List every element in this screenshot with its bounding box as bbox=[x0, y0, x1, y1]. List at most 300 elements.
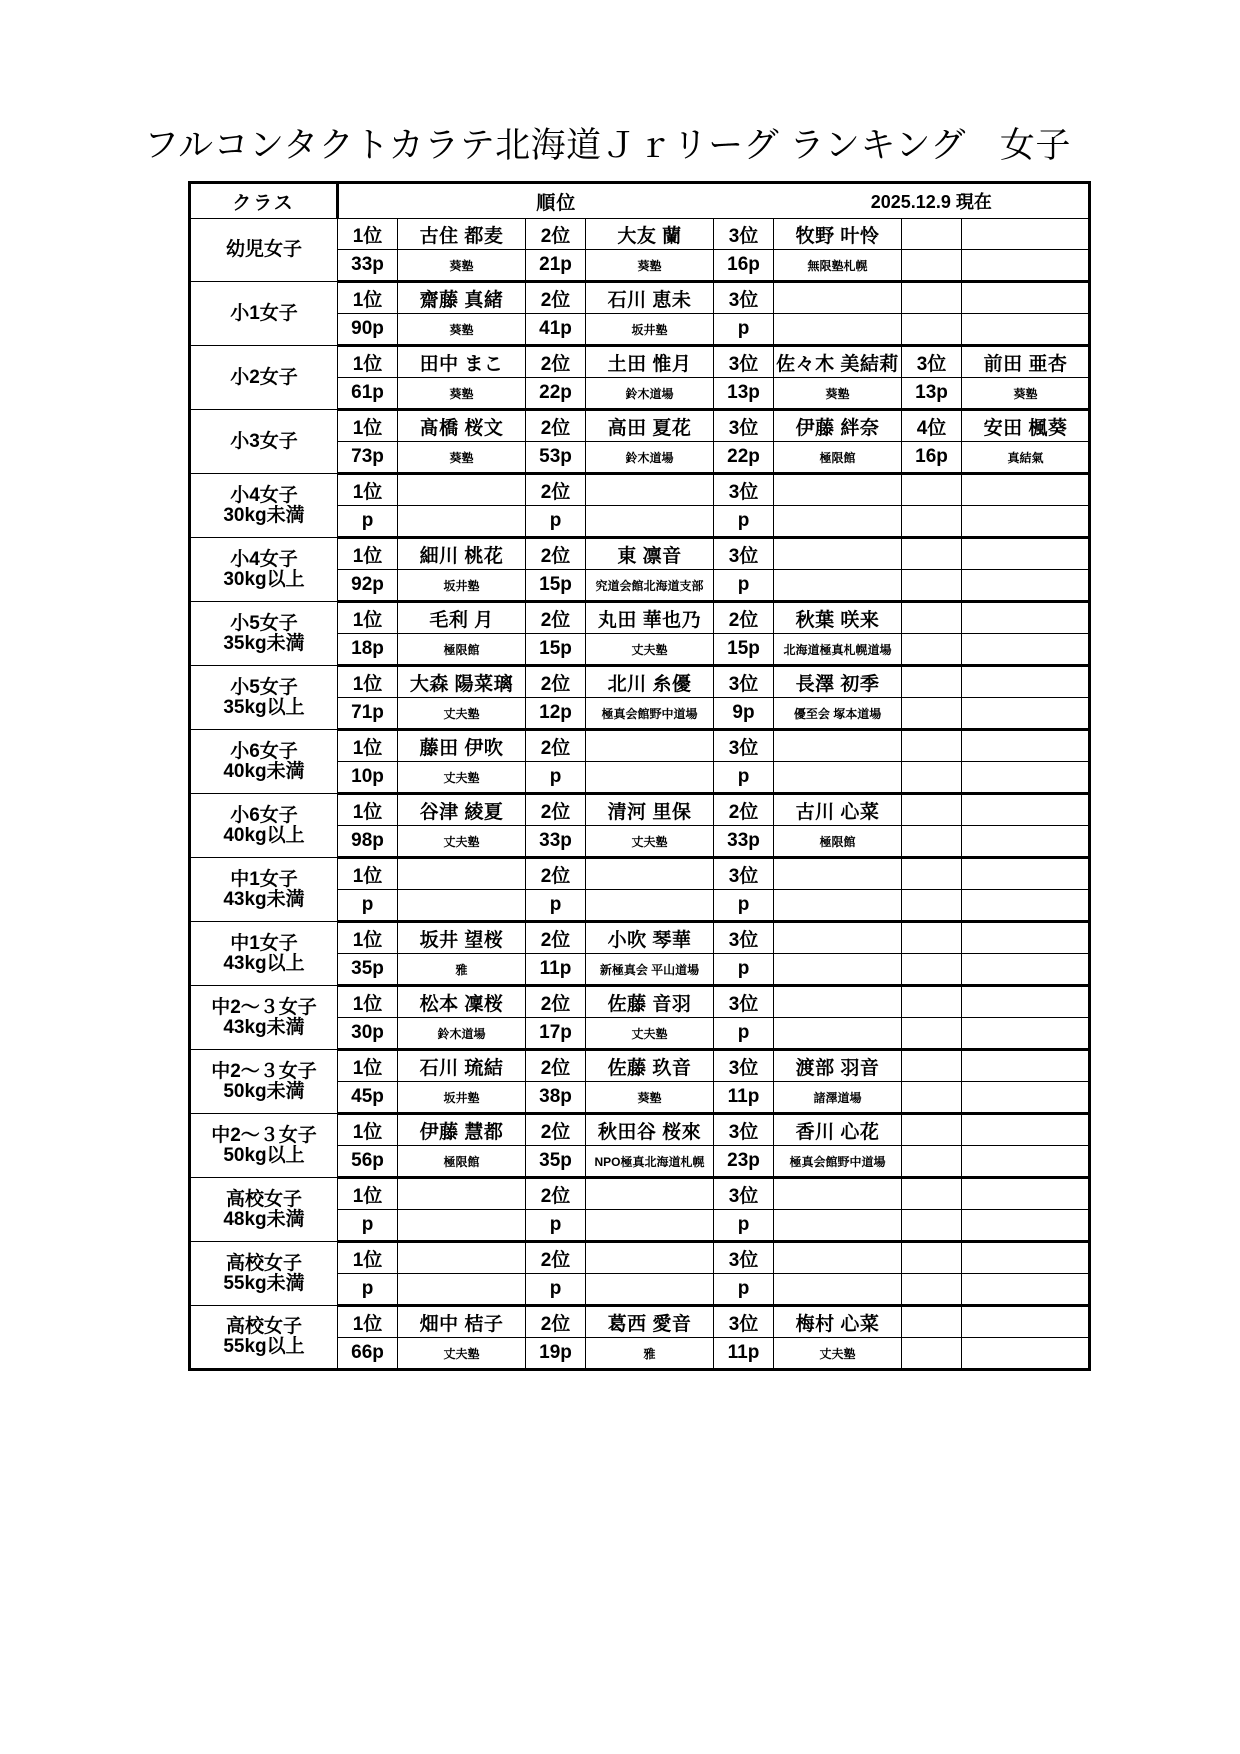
rank-position-cell: 2位 bbox=[526, 1114, 586, 1146]
competitor-name-cell: 葛西 愛音 bbox=[586, 1306, 714, 1338]
competitor-name-cell bbox=[962, 666, 1090, 698]
rank-position-cell bbox=[902, 922, 962, 954]
dojo-name-cell bbox=[774, 1210, 902, 1242]
points-cell: p bbox=[526, 1274, 586, 1306]
competitor-name-cell: 高田 夏花 bbox=[586, 410, 714, 442]
dojo-name-cell: 新極真会 平山道場 bbox=[586, 954, 714, 986]
dojo-name-cell: 究道会館北海道支部 bbox=[586, 570, 714, 602]
dojo-name-cell bbox=[962, 314, 1090, 346]
ranking-table bbox=[188, 181, 1091, 1371]
class-label-line2: 30kg以上 bbox=[223, 568, 305, 590]
competitor-name-cell: 石川 琉結 bbox=[398, 1050, 526, 1082]
class-label-cell bbox=[190, 986, 338, 1050]
points-cell bbox=[902, 762, 962, 794]
dojo-name-cell bbox=[398, 1274, 526, 1306]
dojo-name-cell: 丈夫塾 bbox=[398, 762, 526, 794]
class-label-line1: 高校女子 bbox=[225, 1252, 302, 1274]
rank-position-cell: 3位 bbox=[714, 922, 774, 954]
competitor-name-cell: 毛利 月 bbox=[398, 602, 526, 634]
competitor-name-cell: 前田 亜杏 bbox=[962, 346, 1090, 378]
points-cell: 61p bbox=[338, 378, 398, 410]
rank-position-cell: 3位 bbox=[714, 1114, 774, 1146]
class-label-cell bbox=[190, 219, 338, 282]
competitor-name-cell: 坂井 望桜 bbox=[398, 922, 526, 954]
competitor-name-cell bbox=[398, 474, 526, 506]
competitor-name-cell: 伊藤 慧都 bbox=[398, 1114, 526, 1146]
competitor-name-cell: 丸田 華也乃 bbox=[586, 602, 714, 634]
points-cell: 71p bbox=[338, 698, 398, 730]
competitor-name-cell bbox=[774, 1178, 902, 1210]
points-cell: p bbox=[714, 762, 774, 794]
points-cell bbox=[902, 1338, 962, 1370]
class-label-line1: 小6女子 bbox=[230, 804, 298, 826]
dojo-name-cell: 極限館 bbox=[774, 442, 902, 474]
class-label-line1: 中1女子 bbox=[230, 868, 298, 890]
dojo-name-cell: 葵塾 bbox=[586, 1082, 714, 1114]
dojo-name-cell: 坂井塾 bbox=[586, 314, 714, 346]
class-label-line2: 50kg以上 bbox=[223, 1144, 305, 1166]
rank-position-cell: 3位 bbox=[714, 538, 774, 570]
competitor-name-cell: 安田 楓葵 bbox=[962, 410, 1090, 442]
points-cell: 92p bbox=[338, 570, 398, 602]
points-cell: 33p bbox=[714, 826, 774, 858]
class-label-line2: 55kg未満 bbox=[223, 1272, 305, 1294]
competitor-name-cell bbox=[962, 538, 1090, 570]
competitor-name-cell: 藤田 伊吹 bbox=[398, 730, 526, 762]
table-row bbox=[190, 1050, 1090, 1082]
dojo-name-cell bbox=[962, 570, 1090, 602]
dojo-name-cell bbox=[586, 506, 714, 538]
competitor-name-cell bbox=[962, 1242, 1090, 1274]
points-cell bbox=[902, 1146, 962, 1178]
table-row bbox=[190, 922, 1090, 954]
points-cell: p bbox=[338, 506, 398, 538]
table-row bbox=[190, 410, 1090, 442]
competitor-name-cell bbox=[962, 282, 1090, 314]
points-cell: 15p bbox=[526, 634, 586, 666]
points-cell: 90p bbox=[338, 314, 398, 346]
rank-position-cell bbox=[902, 1114, 962, 1146]
competitor-name-cell: 石川 恵未 bbox=[586, 282, 714, 314]
competitor-name-cell: 古川 心菜 bbox=[774, 794, 902, 826]
rank-position-cell: 3位 bbox=[714, 346, 774, 378]
rank-position-cell: 2位 bbox=[714, 602, 774, 634]
competitor-name-cell bbox=[962, 986, 1090, 1018]
rank-position-cell bbox=[902, 602, 962, 634]
rank-position-cell: 2位 bbox=[526, 410, 586, 442]
competitor-name-cell bbox=[774, 538, 902, 570]
class-label-cell bbox=[190, 602, 338, 666]
dojo-name-cell bbox=[774, 1274, 902, 1306]
rank-position-cell: 1位 bbox=[338, 282, 398, 314]
rank-position-cell bbox=[902, 858, 962, 890]
rank-position-cell: 3位 bbox=[902, 346, 962, 378]
points-cell bbox=[902, 890, 962, 922]
rank-position-cell: 3位 bbox=[714, 986, 774, 1018]
points-cell: p bbox=[526, 890, 586, 922]
points-cell: 30p bbox=[338, 1018, 398, 1050]
rank-position-cell bbox=[902, 666, 962, 698]
rank-position-cell: 1位 bbox=[338, 346, 398, 378]
dojo-name-cell: 諸澤道場 bbox=[774, 1082, 902, 1114]
dojo-name-cell bbox=[962, 698, 1090, 730]
rank-position-cell: 3位 bbox=[714, 1178, 774, 1210]
dojo-name-cell: 優至会 塚本道場 bbox=[774, 698, 902, 730]
rank-position-cell: 2位 bbox=[526, 282, 586, 314]
rank-position-cell bbox=[902, 794, 962, 826]
dojo-name-cell: 極限館 bbox=[398, 634, 526, 666]
class-label-line2: 40kg以上 bbox=[223, 824, 305, 846]
table-header-row bbox=[190, 183, 1090, 219]
points-cell: 73p bbox=[338, 442, 398, 474]
points-cell: 38p bbox=[526, 1082, 586, 1114]
points-cell bbox=[902, 954, 962, 986]
points-cell: p bbox=[338, 1274, 398, 1306]
competitor-name-cell bbox=[962, 1050, 1090, 1082]
competitor-name-cell bbox=[774, 986, 902, 1018]
points-cell: 41p bbox=[526, 314, 586, 346]
rank-position-cell: 2位 bbox=[526, 1242, 586, 1274]
page-title bbox=[144, 118, 1071, 168]
rank-position-cell: 3位 bbox=[714, 474, 774, 506]
dojo-name-cell: 雅 bbox=[398, 954, 526, 986]
dojo-name-cell bbox=[962, 762, 1090, 794]
dojo-name-cell bbox=[586, 762, 714, 794]
points-cell: p bbox=[338, 890, 398, 922]
points-cell: 33p bbox=[526, 826, 586, 858]
points-cell: p bbox=[714, 314, 774, 346]
points-cell: 11p bbox=[714, 1338, 774, 1370]
class-label-line1: 小5女子 bbox=[230, 612, 298, 634]
points-cell: 19p bbox=[526, 1338, 586, 1370]
dojo-name-cell: 北海道極真札幌道場 bbox=[774, 634, 902, 666]
points-cell bbox=[902, 1274, 962, 1306]
points-cell bbox=[902, 570, 962, 602]
dojo-name-cell: 葵塾 bbox=[398, 442, 526, 474]
table-row bbox=[190, 282, 1090, 314]
points-cell: p bbox=[526, 506, 586, 538]
points-cell bbox=[902, 1210, 962, 1242]
rank-position-cell bbox=[902, 1242, 962, 1274]
points-cell: 35p bbox=[526, 1146, 586, 1178]
class-label-cell bbox=[190, 1114, 338, 1178]
class-label-line1: 中2～３女子 bbox=[211, 1124, 317, 1146]
dojo-name-cell bbox=[774, 1018, 902, 1050]
class-label-line2: 35kg以上 bbox=[223, 696, 305, 718]
points-cell bbox=[902, 250, 962, 282]
dojo-name-cell: 雅 bbox=[586, 1338, 714, 1370]
dojo-name-cell: 丈夫塾 bbox=[398, 826, 526, 858]
class-label-cell bbox=[190, 282, 338, 346]
points-cell: 12p bbox=[526, 698, 586, 730]
dojo-name-cell: 極限館 bbox=[398, 1146, 526, 1178]
competitor-name-cell bbox=[962, 1178, 1090, 1210]
rank-position-cell: 4位 bbox=[902, 410, 962, 442]
dojo-name-cell: 極限館 bbox=[774, 826, 902, 858]
points-cell: 10p bbox=[338, 762, 398, 794]
rank-position-cell: 2位 bbox=[526, 346, 586, 378]
competitor-name-cell: 細川 桃花 bbox=[398, 538, 526, 570]
competitor-name-cell bbox=[398, 1242, 526, 1274]
points-cell bbox=[902, 826, 962, 858]
points-cell: p bbox=[714, 954, 774, 986]
rank-position-cell: 3位 bbox=[714, 1306, 774, 1338]
table-row bbox=[190, 1114, 1090, 1146]
competitor-name-cell bbox=[398, 858, 526, 890]
dojo-name-cell: 鈴木道場 bbox=[586, 378, 714, 410]
dojo-name-cell: NPO極真北海道札幌 bbox=[586, 1146, 714, 1178]
points-cell: 21p bbox=[526, 250, 586, 282]
table-row bbox=[190, 730, 1090, 762]
dojo-name-cell bbox=[962, 506, 1090, 538]
rank-position-cell: 1位 bbox=[338, 410, 398, 442]
class-label-cell bbox=[190, 538, 338, 602]
rank-position-cell: 2位 bbox=[526, 922, 586, 954]
points-cell: 13p bbox=[902, 378, 962, 410]
rank-position-cell: 2位 bbox=[526, 730, 586, 762]
class-label-line2: 55kg以上 bbox=[223, 1336, 305, 1357]
competitor-name-cell: 秋葉 咲来 bbox=[774, 602, 902, 634]
class-label-line1: 中1女子 bbox=[230, 932, 298, 954]
dojo-name-cell: 丈夫塾 bbox=[398, 698, 526, 730]
rank-position-cell: 3位 bbox=[714, 282, 774, 314]
table-row bbox=[190, 346, 1090, 378]
class-label-line1: 小4女子 bbox=[230, 548, 298, 570]
competitor-name-cell: 古住 都麦 bbox=[398, 219, 526, 250]
class-label-cell bbox=[190, 666, 338, 730]
class-label-line1: 小6女子 bbox=[230, 740, 298, 762]
competitor-name-cell: 牧野 叶怜 bbox=[774, 219, 902, 250]
dojo-name-cell: 葵塾 bbox=[398, 250, 526, 282]
page-title-main: フルコンタクトカラテ北海道Ｊｒリーグ ランキング bbox=[144, 126, 966, 165]
header-rank-label: 順位 bbox=[338, 183, 774, 219]
rank-position-cell: 3位 bbox=[714, 1050, 774, 1082]
competitor-name-cell: 長澤 初季 bbox=[774, 666, 902, 698]
dojo-name-cell bbox=[962, 634, 1090, 666]
rank-position-cell: 2位 bbox=[526, 538, 586, 570]
rank-position-cell: 1位 bbox=[338, 219, 398, 250]
dojo-name-cell bbox=[774, 762, 902, 794]
class-label-cell bbox=[190, 1306, 338, 1370]
dojo-name-cell: 葵塾 bbox=[398, 378, 526, 410]
points-cell: p bbox=[714, 506, 774, 538]
dojo-name-cell bbox=[586, 890, 714, 922]
table-row bbox=[190, 986, 1090, 1018]
rank-position-cell: 2位 bbox=[526, 794, 586, 826]
competitor-name-cell: 清河 里保 bbox=[586, 794, 714, 826]
points-cell: 15p bbox=[526, 570, 586, 602]
competitor-name-cell bbox=[962, 922, 1090, 954]
dojo-name-cell bbox=[962, 1018, 1090, 1050]
rank-position-cell: 1位 bbox=[338, 602, 398, 634]
dojo-name-cell: 丈夫塾 bbox=[586, 634, 714, 666]
dojo-name-cell: 鈴木道場 bbox=[586, 442, 714, 474]
competitor-name-cell: 渡部 羽音 bbox=[774, 1050, 902, 1082]
class-label-line2: 50kg未満 bbox=[223, 1080, 305, 1102]
points-cell: 16p bbox=[902, 442, 962, 474]
competitor-name-cell: 土田 惟月 bbox=[586, 346, 714, 378]
competitor-name-cell: 田中 まこ bbox=[398, 346, 526, 378]
dojo-name-cell bbox=[962, 954, 1090, 986]
dojo-name-cell bbox=[962, 826, 1090, 858]
dojo-name-cell: 極真会館野中道場 bbox=[774, 1146, 902, 1178]
points-cell: 56p bbox=[338, 1146, 398, 1178]
competitor-name-cell bbox=[774, 282, 902, 314]
points-cell: 15p bbox=[714, 634, 774, 666]
competitor-name-cell: 佐々木 美結莉 bbox=[774, 346, 902, 378]
rank-position-cell: 3位 bbox=[714, 730, 774, 762]
competitor-name-cell: 畑中 桔子 bbox=[398, 1306, 526, 1338]
class-label-line2: 40kg未満 bbox=[223, 760, 305, 782]
rank-position-cell: 2位 bbox=[526, 1306, 586, 1338]
class-label-line1: 高校女子 bbox=[225, 1316, 302, 1338]
competitor-name-cell bbox=[398, 1178, 526, 1210]
points-cell bbox=[902, 634, 962, 666]
dojo-name-cell bbox=[962, 1082, 1090, 1114]
points-cell bbox=[902, 506, 962, 538]
table-row bbox=[190, 602, 1090, 634]
rank-position-cell: 2位 bbox=[526, 858, 586, 890]
points-cell: p bbox=[714, 1274, 774, 1306]
dojo-name-cell bbox=[774, 570, 902, 602]
rank-position-cell: 2位 bbox=[714, 794, 774, 826]
points-cell bbox=[902, 1018, 962, 1050]
dojo-name-cell bbox=[586, 1274, 714, 1306]
competitor-name-cell: 小吹 琴華 bbox=[586, 922, 714, 954]
points-cell: 13p bbox=[714, 378, 774, 410]
rank-position-cell: 2位 bbox=[526, 1050, 586, 1082]
points-cell: 16p bbox=[714, 250, 774, 282]
table-row bbox=[190, 1242, 1090, 1274]
points-cell: p bbox=[714, 570, 774, 602]
rank-position-cell: 3位 bbox=[714, 1242, 774, 1274]
competitor-name-cell bbox=[962, 794, 1090, 826]
class-label-line1: 幼児女子 bbox=[225, 239, 302, 261]
points-cell: p bbox=[526, 1210, 586, 1242]
competitor-name-cell bbox=[962, 602, 1090, 634]
competitor-name-cell bbox=[774, 474, 902, 506]
class-label-cell bbox=[190, 346, 338, 410]
table-row bbox=[190, 794, 1090, 826]
class-label-cell bbox=[190, 922, 338, 986]
competitor-name-cell bbox=[586, 1178, 714, 1210]
dojo-name-cell: 丈夫塾 bbox=[774, 1338, 902, 1370]
class-label-line2: 43kg未満 bbox=[223, 888, 305, 910]
rank-position-cell: 1位 bbox=[338, 986, 398, 1018]
competitor-name-cell: 伊藤 絆奈 bbox=[774, 410, 902, 442]
dojo-name-cell: 葵塾 bbox=[774, 378, 902, 410]
rank-position-cell: 1位 bbox=[338, 1242, 398, 1274]
rank-position-cell: 1位 bbox=[338, 1114, 398, 1146]
class-label-line1: 中2～３女子 bbox=[211, 1060, 317, 1082]
class-label-cell bbox=[190, 474, 338, 538]
dojo-name-cell bbox=[962, 890, 1090, 922]
table-row bbox=[190, 538, 1090, 570]
competitor-name-cell bbox=[962, 730, 1090, 762]
class-label-line2: 43kg未満 bbox=[223, 1016, 305, 1038]
rank-position-cell: 1位 bbox=[338, 1178, 398, 1210]
rank-position-cell: 2位 bbox=[526, 1178, 586, 1210]
competitor-name-cell bbox=[586, 730, 714, 762]
points-cell: 22p bbox=[526, 378, 586, 410]
header-date-label: 2025.12.9 現在 bbox=[774, 183, 1090, 219]
points-cell: p bbox=[714, 890, 774, 922]
rank-position-cell: 3位 bbox=[714, 858, 774, 890]
dojo-name-cell: 坂井塾 bbox=[398, 570, 526, 602]
dojo-name-cell: 丈夫塾 bbox=[398, 1338, 526, 1370]
dojo-name-cell bbox=[398, 890, 526, 922]
competitor-name-cell: 秋田谷 桜來 bbox=[586, 1114, 714, 1146]
competitor-name-cell: 香川 心花 bbox=[774, 1114, 902, 1146]
dojo-name-cell: 葵塾 bbox=[962, 378, 1090, 410]
class-label-cell bbox=[190, 410, 338, 474]
competitor-name-cell bbox=[962, 1114, 1090, 1146]
class-label-line2: 30kg未満 bbox=[223, 504, 305, 526]
page-title-sub: 女子 bbox=[999, 126, 1071, 165]
dojo-name-cell bbox=[962, 1146, 1090, 1178]
points-cell: 45p bbox=[338, 1082, 398, 1114]
competitor-name-cell bbox=[774, 1242, 902, 1274]
dojo-name-cell bbox=[774, 506, 902, 538]
points-cell: 98p bbox=[338, 826, 398, 858]
points-cell: 11p bbox=[714, 1082, 774, 1114]
competitor-name-cell: 佐藤 音羽 bbox=[586, 986, 714, 1018]
points-cell: 33p bbox=[338, 250, 398, 282]
competitor-name-cell bbox=[586, 474, 714, 506]
competitor-name-cell: 大森 陽菜璃 bbox=[398, 666, 526, 698]
points-cell: 18p bbox=[338, 634, 398, 666]
rank-position-cell: 1位 bbox=[338, 1306, 398, 1338]
points-cell: p bbox=[714, 1210, 774, 1242]
competitor-name-cell bbox=[774, 730, 902, 762]
dojo-name-cell bbox=[398, 1210, 526, 1242]
competitor-name-cell: 髙橋 桜文 bbox=[398, 410, 526, 442]
competitor-name-cell: 松本 凜桜 bbox=[398, 986, 526, 1018]
dojo-name-cell bbox=[962, 1338, 1090, 1370]
points-cell: 53p bbox=[526, 442, 586, 474]
class-label-line2: 43kg以上 bbox=[223, 952, 305, 974]
competitor-name-cell bbox=[962, 858, 1090, 890]
competitor-name-cell: 齋藤 真緒 bbox=[398, 282, 526, 314]
class-label-line1: 高校女子 bbox=[225, 1188, 302, 1210]
class-label-line1: 小3女子 bbox=[230, 430, 298, 452]
points-cell: 11p bbox=[526, 954, 586, 986]
class-label-line2: 35kg未満 bbox=[223, 632, 305, 654]
points-cell: 17p bbox=[526, 1018, 586, 1050]
class-label-line1: 小5女子 bbox=[230, 676, 298, 698]
rank-position-cell: 2位 bbox=[526, 474, 586, 506]
points-cell bbox=[902, 314, 962, 346]
dojo-name-cell bbox=[962, 250, 1090, 282]
competitor-name-cell bbox=[586, 858, 714, 890]
dojo-name-cell: 真結氣 bbox=[962, 442, 1090, 474]
class-label-cell bbox=[190, 1242, 338, 1306]
rank-position-cell: 1位 bbox=[338, 922, 398, 954]
dojo-name-cell: 丈夫塾 bbox=[586, 1018, 714, 1050]
competitor-name-cell: 大友 蘭 bbox=[586, 219, 714, 250]
dojo-name-cell bbox=[774, 314, 902, 346]
rank-position-cell: 3位 bbox=[714, 666, 774, 698]
rank-position-cell: 3位 bbox=[714, 219, 774, 250]
dojo-name-cell: 坂井塾 bbox=[398, 1082, 526, 1114]
rank-position-cell bbox=[902, 1050, 962, 1082]
dojo-name-cell: 無限塾札幌 bbox=[774, 250, 902, 282]
dojo-name-cell: 極真会館野中道場 bbox=[586, 698, 714, 730]
points-cell: 66p bbox=[338, 1338, 398, 1370]
rank-position-cell bbox=[902, 538, 962, 570]
table-row bbox=[190, 474, 1090, 506]
competitor-name-cell: 北川 糸優 bbox=[586, 666, 714, 698]
